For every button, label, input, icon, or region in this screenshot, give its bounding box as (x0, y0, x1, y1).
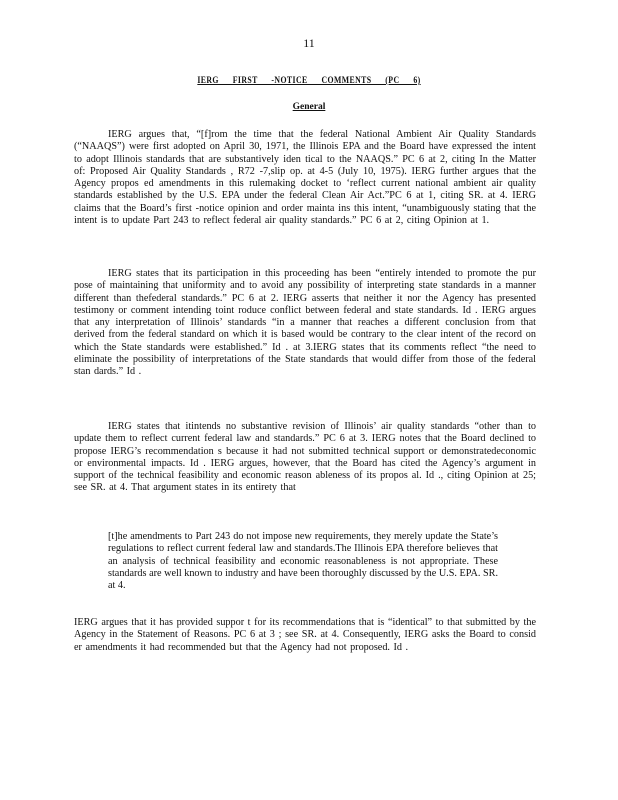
block-quote: [t]he amendments to Part 243 do not impose new requirements, they merely update the State’s regulations to reflect current federal law and standards.The Illinois EPA therefore believes that an analysis of technical feasibility and economic reasonableness is not appropriate. These standards are well known to industry and have been thoroughly discussed by the U.S. EPA. SR. at 4. (108, 531, 498, 592)
paragraph-4: IERG argues that it has provided suppor t for its recommendations that is “identical” to that submitted by the Agency in the Statement of Reasons. PC 6 at 3 ; see SR. at 4. Consequently, IERG asks the Board to consid er amendments it had recommended but that the Agency had not proposed. Id . (74, 617, 536, 653)
paragraph-1: IERG argues that, “[f]rom the time that the federal National Ambient Air Quality Standards (“NAAQS”) were first adopted on April 30, 1971, the Illinois EPA and the Board have expressed the intent to adopt Illinois standards that are substantively iden tical to the NAAQS.” PC 6 at 2, citing In the Matter of: Proposed Air Quality Standards , R72 -7,slip op. at 4-5 (July 10, 1975). IERG further argues that the Agency propos ed amendments in this rulemaking docket to ‘reflect current national ambient air quality standards established by the U.S. EPA under the federal Clean Air Act.”PC 6 at 1, citing SR. at 4. IERG claims that the Board’s first -notice opinion and order mainta ins this intent, “unambiguously stating that the intent is to update Part 243 to reflect federal air quality standards.” PC 6 at 2, citing Opinion at 1. (74, 129, 536, 227)
section-subheading: General (292, 102, 326, 112)
page-number: 11 (303, 36, 315, 50)
paragraph-2: IERG states that its participation in this proceeding has been “entirely intended to promote the pur pose of maintaining that uniformity and to avoid any possibility of interpreting state standards in a manner different than thefederal standards.” PC 6 at 2. IERG asserts that neither it nor the Agency has presented testimony or comment intending toint roduce conflict between federal and state standards. Id . IERG argues that any interpretation of Illinois’ standards “in a manner that reaches a different conclusion from that derived from the federal standard on which it is based would be contrary to the clear intent of the record on which the State standards were established.” Id . at 3.IERG states that its comments reflect “the need to eliminate the possibility of interpretations of the State standards that would differ from those of the federal stan dards.” Id . (74, 268, 536, 378)
section-heading: IERG FIRST -NOTICE COMMENTS (PC 6) (197, 76, 421, 86)
paragraph-3: IERG states that itintends no substantive revision of Illinois’ air quality standards “other than to update them to reflect current federal law and standards.” PC 6 at 3. IERG notes that the Board declined to propose IERG’s recommendation s because it had not submitted technical support or demonstratedeconomic or environmental impacts. Id . IERG argues, however, that the Board has cited the Agency’s argument in support of the technical feasibility and economic reason ableness of its propos al. Id ., citing Opinion at 25; see SR. at 4. That argument states in its entirety that (74, 421, 536, 494)
